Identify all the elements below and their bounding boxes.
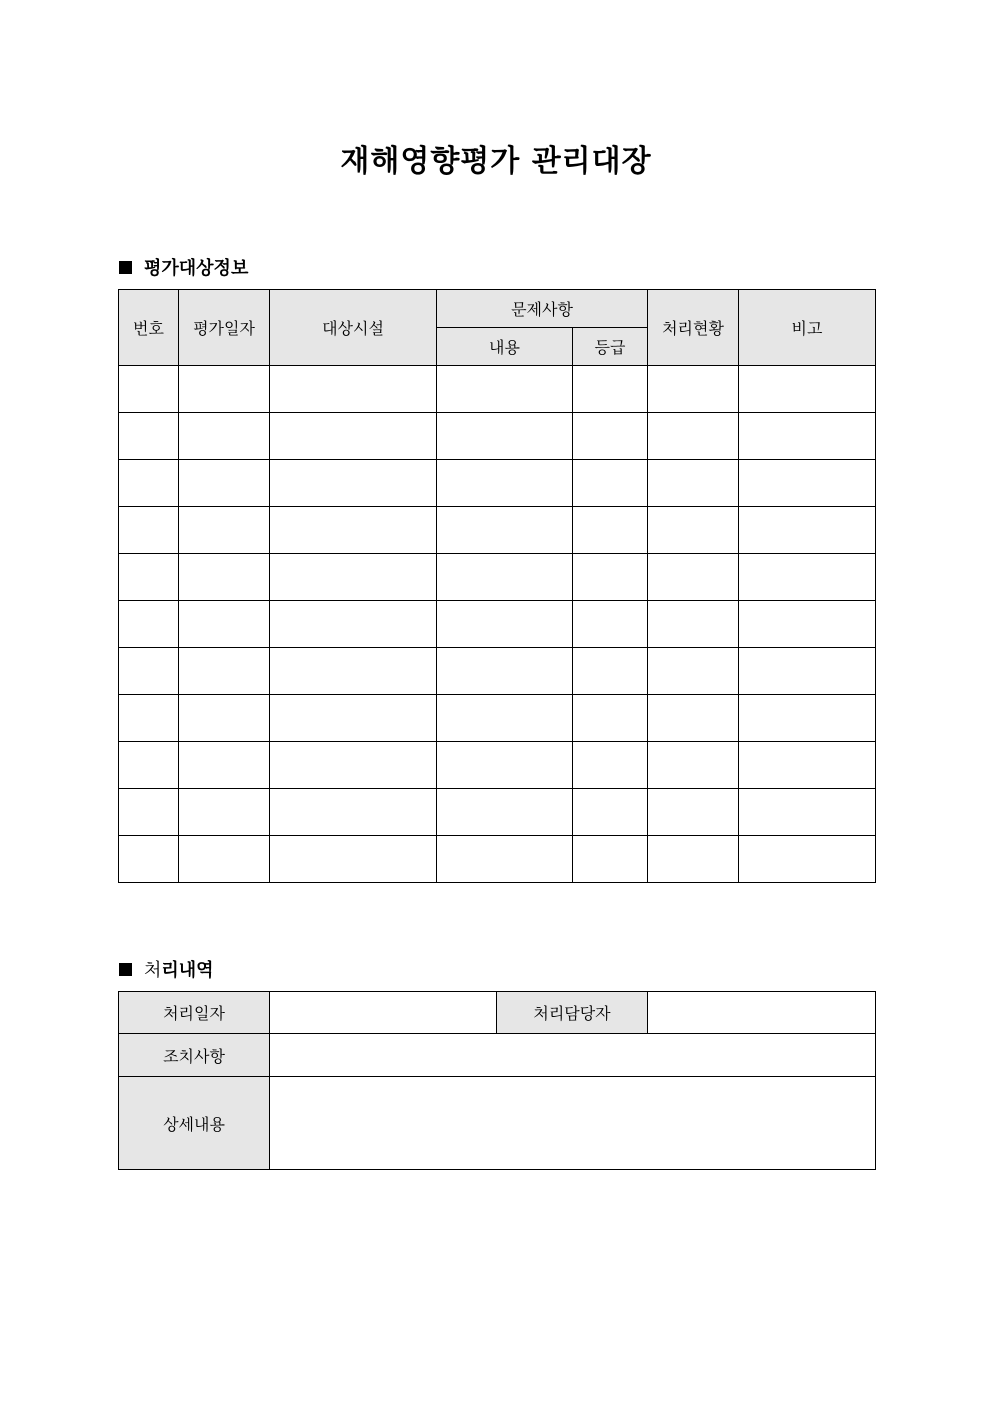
- cell-facility[interactable]: [270, 554, 437, 601]
- cell-facility[interactable]: [270, 601, 437, 648]
- black-square-icon: [119, 963, 132, 976]
- cell-issue-grade[interactable]: [573, 789, 648, 836]
- cell-remarks[interactable]: [739, 460, 876, 507]
- cell-issue-grade[interactable]: [573, 554, 648, 601]
- header-issue: 문제사항: [437, 290, 648, 328]
- cell-issue-content[interactable]: [437, 836, 573, 883]
- cell-remarks[interactable]: [739, 742, 876, 789]
- cell-issue-grade[interactable]: [573, 507, 648, 554]
- cell-facility[interactable]: [270, 742, 437, 789]
- header-date: 평가일자: [179, 290, 270, 366]
- cell-status[interactable]: [648, 554, 739, 601]
- cell-issue-grade[interactable]: [573, 648, 648, 695]
- cell-issue-content[interactable]: [437, 789, 573, 836]
- cell-issue-grade[interactable]: [573, 460, 648, 507]
- target-info-table: [118, 289, 876, 883]
- label-detail: 상세내용: [119, 1077, 270, 1170]
- label-process-manager: 처리담당자: [497, 992, 648, 1034]
- cell-date[interactable]: [179, 460, 270, 507]
- header-facility: 대상시설: [270, 290, 437, 366]
- table-row: [119, 742, 876, 789]
- label-action: 조치사항: [119, 1034, 270, 1077]
- cell-issue-content[interactable]: [437, 366, 573, 413]
- table-row: [119, 554, 876, 601]
- cell-facility[interactable]: [270, 648, 437, 695]
- cell-date[interactable]: [179, 742, 270, 789]
- cell-status[interactable]: [648, 836, 739, 883]
- cell-remarks[interactable]: [739, 554, 876, 601]
- header-no: 번호: [119, 290, 179, 366]
- cell-issue-content[interactable]: [437, 695, 573, 742]
- cell-status[interactable]: [648, 366, 739, 413]
- cell-status[interactable]: [648, 695, 739, 742]
- table-row: [119, 413, 876, 460]
- cell-no[interactable]: [119, 460, 179, 507]
- cell-no[interactable]: [119, 507, 179, 554]
- cell-facility[interactable]: [270, 460, 437, 507]
- cell-no[interactable]: [119, 789, 179, 836]
- document-title: 재해영향평가 관리대장: [340, 144, 652, 179]
- cell-issue-content[interactable]: [437, 601, 573, 648]
- cell-issue-grade[interactable]: [573, 742, 648, 789]
- table-row: [119, 460, 876, 507]
- cell-date[interactable]: [179, 601, 270, 648]
- cell-issue-grade[interactable]: [573, 366, 648, 413]
- cell-issue-grade[interactable]: [573, 695, 648, 742]
- table-row: [119, 507, 876, 554]
- cell-issue-grade[interactable]: [573, 413, 648, 460]
- cell-date[interactable]: [179, 789, 270, 836]
- cell-no[interactable]: [119, 554, 179, 601]
- cell-facility[interactable]: [270, 836, 437, 883]
- cell-remarks[interactable]: [739, 366, 876, 413]
- table-row: [119, 601, 876, 648]
- cell-facility[interactable]: [270, 507, 437, 554]
- header-status: 처리현황: [648, 290, 739, 366]
- cell-issue-content[interactable]: [437, 413, 573, 460]
- table-row: [119, 695, 876, 742]
- cell-no[interactable]: [119, 413, 179, 460]
- header-issue-grade: 등급: [573, 328, 648, 366]
- cell-issue-content[interactable]: [437, 460, 573, 507]
- cell-date[interactable]: [179, 554, 270, 601]
- table-row: [119, 648, 876, 695]
- cell-status[interactable]: [648, 507, 739, 554]
- process-date-cell[interactable]: [270, 992, 497, 1034]
- target-info-table-body: [119, 366, 876, 883]
- cell-remarks[interactable]: [739, 507, 876, 554]
- cell-no[interactable]: [119, 648, 179, 695]
- cell-date[interactable]: [179, 366, 270, 413]
- black-square-icon: [119, 261, 132, 274]
- table-row: [119, 366, 876, 413]
- table-row: [119, 836, 876, 883]
- label-process-date: 처리일자: [119, 992, 270, 1034]
- section-heading-label: 평가대상정보: [144, 258, 249, 279]
- process-table: [118, 991, 876, 1170]
- cell-issue-grade[interactable]: [573, 836, 648, 883]
- cell-no[interactable]: [119, 742, 179, 789]
- cell-issue-content[interactable]: [437, 742, 573, 789]
- cell-facility[interactable]: [270, 695, 437, 742]
- cell-date[interactable]: [179, 836, 270, 883]
- cell-issue-content[interactable]: [437, 554, 573, 601]
- cell-facility[interactable]: [270, 789, 437, 836]
- cell-facility[interactable]: [270, 413, 437, 460]
- cell-date[interactable]: [179, 648, 270, 695]
- process-manager-cell[interactable]: [648, 992, 876, 1034]
- cell-no[interactable]: [119, 601, 179, 648]
- cell-issue-content[interactable]: [437, 648, 573, 695]
- cell-no[interactable]: [119, 836, 179, 883]
- cell-no[interactable]: [119, 695, 179, 742]
- action-cell[interactable]: [270, 1034, 876, 1077]
- header-issue-content: 내용: [437, 328, 573, 366]
- cell-date[interactable]: [179, 413, 270, 460]
- header-remarks: 비고: [739, 290, 876, 366]
- cell-no[interactable]: [119, 366, 179, 413]
- table-row: [119, 789, 876, 836]
- cell-remarks[interactable]: [739, 648, 876, 695]
- cell-facility[interactable]: [270, 366, 437, 413]
- cell-date[interactable]: [179, 507, 270, 554]
- section-heading-label-first: 처: [144, 960, 162, 981]
- cell-remarks[interactable]: [739, 601, 876, 648]
- cell-status[interactable]: [648, 742, 739, 789]
- detail-cell[interactable]: [270, 1077, 876, 1170]
- section-heading-target-info: [119, 254, 248, 280]
- cell-status[interactable]: [648, 789, 739, 836]
- cell-status[interactable]: [648, 460, 739, 507]
- cell-remarks[interactable]: [739, 836, 876, 883]
- section-heading-label-rest: 리내역: [161, 960, 214, 981]
- cell-status[interactable]: [648, 413, 739, 460]
- cell-status[interactable]: [648, 648, 739, 695]
- cell-issue-grade[interactable]: [573, 601, 648, 648]
- cell-remarks[interactable]: [739, 413, 876, 460]
- cell-date[interactable]: [179, 695, 270, 742]
- cell-status[interactable]: [648, 601, 739, 648]
- section-heading-process: [119, 956, 214, 982]
- cell-remarks[interactable]: [739, 695, 876, 742]
- cell-issue-content[interactable]: [437, 507, 573, 554]
- cell-remarks[interactable]: [739, 789, 876, 836]
